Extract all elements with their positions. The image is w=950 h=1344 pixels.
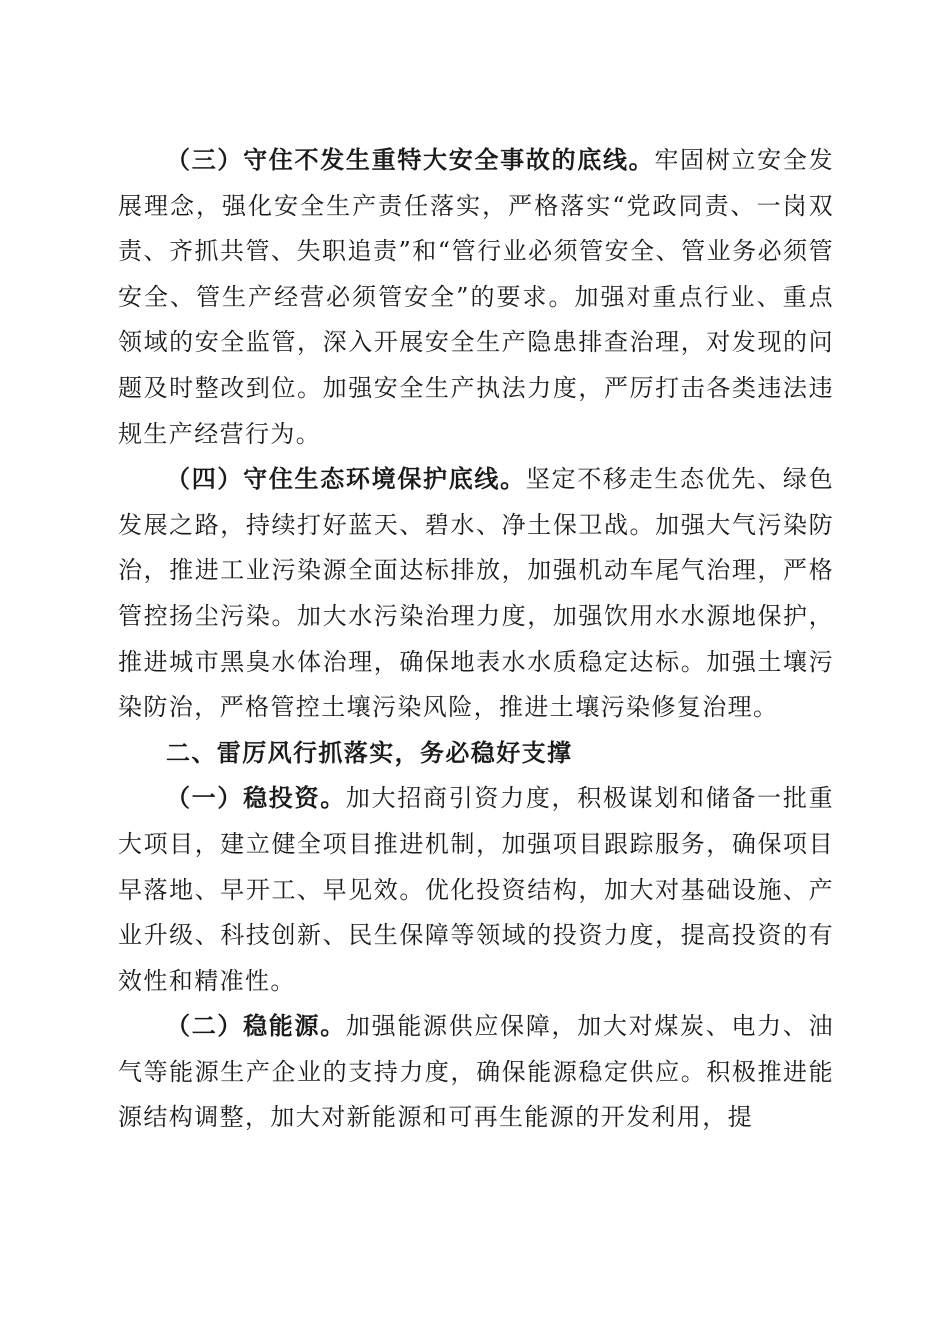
paragraph-ecology [118, 457, 834, 731]
paragraph-investment [118, 776, 834, 1004]
paragraph-text: 坚定不移走生态优先、绿色发展之路，持续打好蓝天、碧水、净土保卫战。加强大气污染防治，推进工业污染源全面达标排放，加强机动车尾气治理，严格管控扬尘污染。加大水污染治理力度，加强饮用水水源地保护，推进城市黑臭水体治理，确保地表水水质稳定达标。加强土壤污染防治，严格管控土壤污染风险，推进土壤污染修复治理。 [118, 465, 834, 722]
paragraph-text: 加强能源供应保障，加大对煤炭、电力、油气等能源生产企业的支持力度，确保能源稳定供应。积极推进能源结构调整，加大对新能源和可再生能源的开发利用，提 [118, 1012, 834, 1132]
paragraph-lead: （一）稳投资。 [166, 784, 346, 813]
paragraph-lead: （三）守住不发生重特大安全事故的底线。 [166, 146, 655, 174]
paragraph-lead: （四）守住生态环境保护底线。 [166, 465, 526, 494]
paragraph-lead: （二）稳能源。 [166, 1012, 346, 1041]
paragraph-text: 牢固树立安全发展理念，强化安全生产责任落实，严格落实“党政同责、一岗双责、齐抓共管、失职追责”和“管行业必须管安全、管业务必须管安全、管生产经营必须管安全”的要求。加强对重点行业、重点领域的安全监管，深入开展安全生产隐患排查治理，对发现的问题及时整改到位。加强安全生产执法力度，严厉打击各类违法违规生产经营行为。 [118, 146, 834, 448]
section-heading: 二、雷厉风行抓落实，务必稳好支撑 [166, 738, 573, 767]
document-body [118, 138, 834, 1141]
paragraph-energy [118, 1004, 834, 1141]
paragraph-safety [118, 138, 834, 457]
paragraph-text: 加大招商引资力度，积极谋划和储备一批重大项目，建立健全项目推进机制，加强项目跟踪服务，确保项目早落地、早开工、早见效。优化投资结构，加大对基础设施、产业升级、科技创新、民生保障等领域的投资力度，提高投资的有效性和精准性。 [118, 784, 834, 995]
